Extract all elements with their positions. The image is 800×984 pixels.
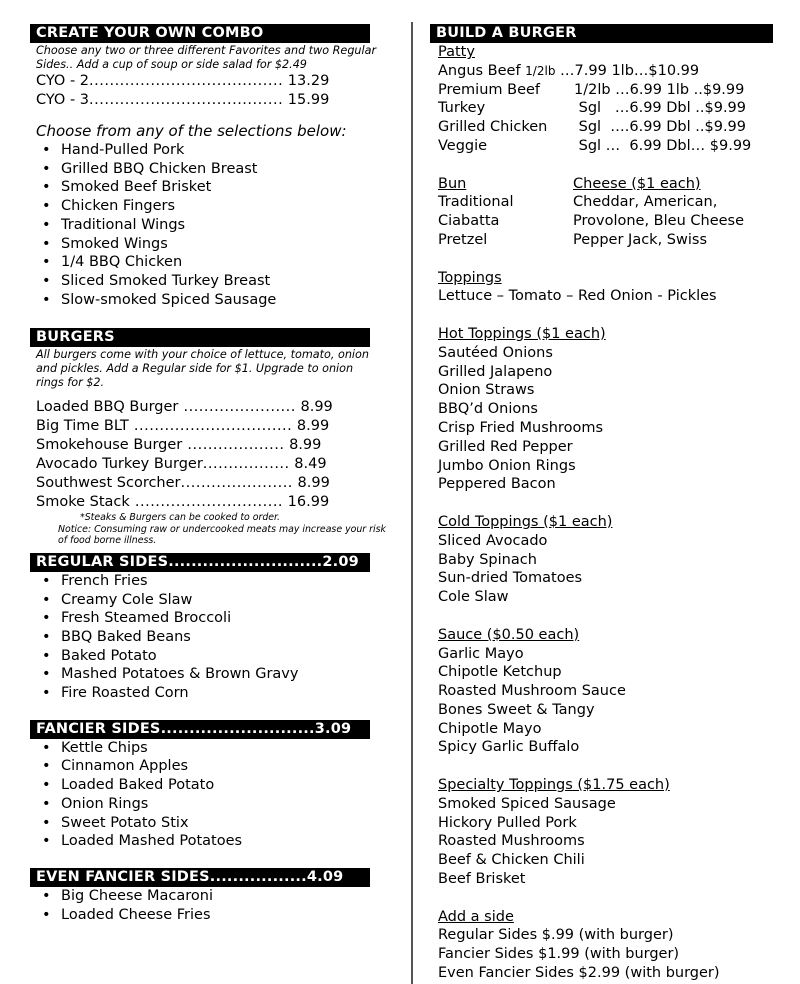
list-item: • Sliced Smoked Turkey Breast [42, 272, 271, 289]
toppings-title: Toppings [438, 269, 502, 286]
list-item: • Hand-Pulled Pork [42, 142, 185, 158]
item-name: Avocado Turkey Burger [36, 456, 203, 473]
item-price: 15.99 [287, 92, 330, 108]
bullet-icon: • [42, 142, 51, 158]
list-item: • Traditional Wings [42, 216, 186, 233]
hot-topping: Onion Straws [438, 382, 535, 399]
bun-cheese-row [438, 231, 775, 250]
bullet-icon: • [42, 254, 51, 271]
patty-name: Angus Beef [438, 62, 521, 79]
list-item: • Smoked Wings [42, 235, 168, 252]
patty-size: 1/2lb [525, 63, 556, 78]
bullet-icon: • [42, 666, 51, 683]
list-item: • BBQ Baked Beans [42, 628, 191, 645]
bun-cheese-row [438, 212, 775, 231]
dot-leader: ................. [202, 456, 290, 473]
specialty-topping: Roasted Mushrooms [438, 833, 585, 850]
bullet-icon: • [42, 198, 51, 215]
bullet-icon: • [42, 685, 51, 702]
dot-leader: ............................. [129, 494, 284, 511]
sauce-option: Chipotle Mayo [438, 720, 542, 737]
bullet-icon: • [42, 647, 51, 664]
combo-note: Choose any two or three different Favorites and two Regular Sides.. Add a cup of soup or side salad for $2.49 [36, 44, 377, 71]
regular-sides-list [30, 572, 390, 703]
sauce-option: Spicy Garlic Buffalo [438, 739, 580, 756]
item-name: Smokehouse Burger [36, 437, 183, 454]
bullet-icon: • [42, 795, 51, 812]
item-name: Smoke Stack [36, 494, 130, 511]
list-item: • Loaded Cheese Fries [42, 906, 211, 923]
list-item: • Loaded Baked Potato [42, 777, 215, 794]
item-price: 8.99 [296, 418, 330, 435]
patty-name: Grilled Chicken [438, 119, 548, 136]
patty-row [438, 81, 775, 100]
patty-name: Turkey [438, 100, 486, 117]
bullet-icon: • [42, 591, 51, 608]
combo-row [36, 91, 390, 110]
bun-option: Ciabatta [438, 213, 500, 230]
dot-leader: ................... [182, 437, 285, 454]
burger-row [36, 493, 390, 512]
bullet-icon: • [42, 235, 51, 252]
patty-price: Sgl …6.99 Dbl ..$9.99 [574, 100, 747, 117]
bullet-icon: • [42, 833, 51, 850]
build-burger-header: BUILD A BURGER [430, 24, 773, 43]
add-side-option: Regular Sides $.99 (with burger) [438, 927, 674, 944]
dot-leader: ...................... [178, 399, 296, 416]
patty-price: …7.99 1lb…$10.99 [555, 62, 700, 79]
list-item: • Cinnamon Apples [42, 758, 189, 775]
bullet-icon: • [42, 610, 51, 627]
burger-row [36, 417, 390, 436]
dot-leader: ...................................... [89, 92, 284, 108]
item-name: CYO - 3 [36, 92, 90, 108]
hot-topping: Grilled Jalapeno [438, 363, 553, 380]
list-item: • Creamy Cole Slaw [42, 591, 193, 608]
burger-row [36, 436, 390, 455]
combo-selection-list [30, 141, 390, 309]
patty-row [438, 62, 775, 81]
item-price: 13.29 [287, 73, 330, 89]
cold-topping: Cole Slaw [438, 589, 509, 606]
burger-row [36, 398, 390, 417]
sauce-option: Chipotle Ketchup [438, 664, 562, 681]
bun-cheese-titles [438, 175, 775, 194]
dot-leader: ...................... [180, 475, 293, 492]
list-item: • Slow-smoked Spiced Sausage [42, 291, 277, 308]
add-side-option: Even Fancier Sides $2.99 (with burger) [438, 965, 720, 982]
cheese-option: Cheddar, American, [573, 194, 718, 211]
bullet-icon: • [42, 777, 51, 794]
item-price: 16.99 [287, 494, 330, 511]
list-item: • French Fries [42, 572, 148, 589]
bullet-icon: • [42, 216, 51, 233]
specialty-topping: Smoked Spiced Sausage [438, 795, 616, 812]
list-item: • Baked Potato [42, 647, 157, 664]
burger-row [36, 455, 390, 474]
right-column [430, 24, 775, 983]
cheese-title: Cheese ($1 each) [573, 175, 701, 192]
list-item: • Onion Rings [42, 795, 149, 812]
list-item: • Chicken Fingers [42, 198, 176, 215]
hot-topping: Crisp Fried Mushrooms [438, 419, 604, 436]
specialty-topping: Hickory Pulled Pork [438, 814, 577, 831]
hot-toppings-title: Hot Toppings ($1 each) [438, 325, 606, 342]
raw-meat-notice: Notice: Consuming raw or undercooked meats may increase your risk of food borne illness. [58, 523, 386, 547]
patty-row [438, 99, 775, 118]
list-item: • Grilled BBQ Chicken Breast [42, 160, 258, 177]
even-fancier-sides-list [30, 887, 390, 924]
bullet-icon: • [42, 739, 51, 756]
bullet-icon: • [42, 906, 51, 923]
hot-topping: Peppered Bacon [438, 476, 556, 493]
cheese-option: Pepper Jack, Swiss [573, 231, 707, 248]
cheese-option: Provolone, Bleu Cheese [573, 213, 745, 230]
item-name: CYO - 2 [36, 73, 90, 89]
list-item: • Smoked Beef Brisket [42, 179, 212, 196]
list-item: • Sweet Potato Stix [42, 814, 189, 831]
bullet-icon: • [42, 628, 51, 645]
combo-price-list [30, 72, 390, 110]
patty-row [438, 118, 775, 137]
add-side-option: Fancier Sides $1.99 (with burger) [438, 946, 680, 963]
hot-topping: Grilled Red Pepper [438, 438, 573, 455]
patty-row [438, 137, 775, 156]
patty-title: Patty [438, 44, 475, 60]
bullet-icon: • [42, 179, 51, 196]
bullet-icon: • [42, 272, 51, 289]
item-name: Big Time BLT [36, 418, 129, 435]
bullet-icon: • [42, 160, 51, 177]
combo-row [36, 72, 390, 91]
burger-row [36, 474, 390, 493]
burgers-price-list [30, 398, 390, 512]
bullet-icon: • [42, 758, 51, 775]
bullet-icon: • [42, 814, 51, 831]
hot-topping: Sautéed Onions [438, 344, 553, 361]
fancier-sides-list [30, 739, 390, 851]
item-price: 8.99 [289, 437, 322, 454]
sauce-title: Sauce ($0.50 each) [438, 626, 580, 643]
cooking-note: *Steaks & Burgers can be cooked to order. [80, 512, 281, 524]
patty-price: Sgl … 6.99 Dbl… $9.99 [574, 137, 752, 154]
list-item: • 1/4 BBQ Chicken [42, 254, 183, 271]
bullet-icon: • [42, 887, 51, 904]
burgers-header: BURGERS [30, 328, 370, 347]
specialty-topping: Beef & Chicken Chili [438, 852, 585, 869]
list-item: • Kettle Chips [42, 739, 148, 756]
even-fancier-sides-header: EVEN FANCIER SIDES.................4.09 [30, 868, 370, 887]
toppings-list: Lettuce – Tomato – Red Onion - Pickles [438, 288, 717, 305]
patty-price: Sgl ….6.99 Dbl ..$9.99 [574, 119, 747, 136]
item-name: Southwest Scorcher [36, 475, 181, 492]
sauce-option: Garlic Mayo [438, 645, 524, 662]
choose-text: Choose from any of the selections below: [36, 122, 347, 140]
bun-title: Bun [438, 175, 467, 192]
item-price: 8.49 [294, 456, 327, 473]
hot-topping: BBQ’d Onions [438, 401, 538, 418]
list-item: • Big Cheese Macaroni [42, 887, 214, 904]
item-price: 8.99 [300, 399, 333, 416]
burgers-note: All burgers come with your choice of lettuce, tomato, onion and pickles. Add a Regular side for $1. Upgrade to onion rings for $2. [36, 348, 369, 390]
specialty-toppings-title: Specialty Toppings ($1.75 each) [438, 777, 670, 794]
cold-toppings-title: Cold Toppings ($1 each) [438, 513, 613, 530]
list-item: • Loaded Mashed Potatoes [42, 833, 243, 850]
patty-name: Veggie [438, 137, 488, 154]
dot-leader: ...................................... [89, 73, 284, 89]
cold-topping: Baby Spinach [438, 551, 537, 568]
item-name: Loaded BBQ Burger [36, 399, 179, 416]
regular-sides-header: REGULAR SIDES...........................2.09 [30, 553, 370, 572]
sauce-option: Roasted Mushroom Sauce [438, 683, 626, 700]
cold-topping: Sun-dried Tomatoes [438, 570, 583, 587]
left-column [30, 24, 390, 924]
patty-price: 1/2lb …6.99 1lb ..$9.99 [574, 81, 745, 98]
bullet-icon: • [42, 291, 51, 308]
dot-leader: ............................... [128, 418, 293, 435]
bun-option: Traditional [438, 194, 514, 211]
specialty-topping: Beef Brisket [438, 871, 526, 888]
list-item: • Fresh Steamed Broccoli [42, 610, 232, 627]
list-item: • Fire Roasted Corn [42, 685, 189, 702]
list-item: • Mashed Potatoes & Brown Gravy [42, 666, 299, 683]
cold-topping: Sliced Avocado [438, 532, 548, 549]
fancier-sides-header: FANCIER SIDES...........................3.09 [30, 720, 370, 739]
patty-name: Premium Beef [438, 81, 541, 98]
column-divider [411, 22, 413, 984]
bun-option: Pretzel [438, 231, 488, 248]
item-price: 8.99 [297, 475, 330, 492]
hot-topping: Jumbo Onion Rings [438, 457, 576, 474]
sauce-option: Bones Sweet & Tangy [438, 701, 595, 718]
bun-cheese-row [438, 193, 775, 212]
combo-header: CREATE YOUR OWN COMBO [30, 24, 370, 43]
add-side-title: Add a side [438, 908, 514, 925]
bullet-icon: • [42, 572, 51, 589]
